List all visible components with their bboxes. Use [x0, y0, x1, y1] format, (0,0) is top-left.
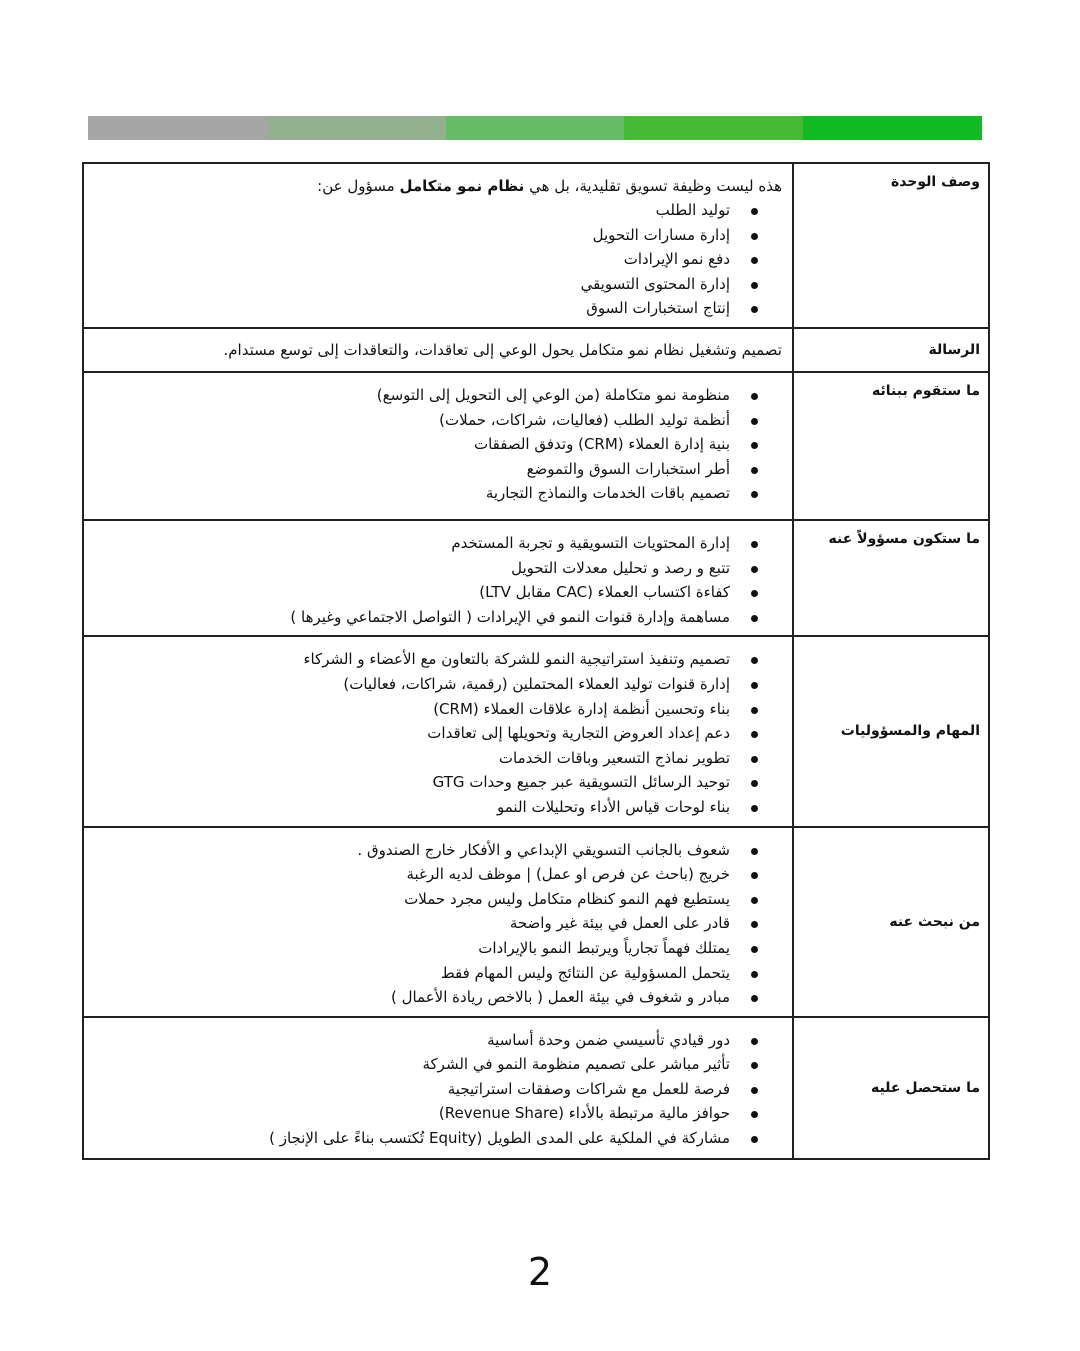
page-number: 2: [527, 1250, 553, 1294]
row-responsible: [83, 520, 989, 636]
content-cell-unit-description: [83, 163, 793, 328]
row-message: [83, 328, 989, 372]
content-cell-responsible: [83, 520, 793, 636]
label-message: الرسالة: [928, 342, 980, 358]
list-item: قادر على العمل في بيئة غير واضحة: [92, 911, 730, 936]
list-item: بناء وتحسين أنظمة إدارة علاقات العملاء (CRM): [92, 697, 730, 722]
label-benefits: ما ستحصل عليه: [870, 1079, 980, 1096]
list-item: توحيد الرسائل التسويقية عبر جميع وحدات GTG: [92, 770, 730, 795]
list-item: دور قيادي تأسيسي ضمن وحدة أساسية: [92, 1028, 730, 1053]
list-item: تصميم وتنفيذ استراتيجية النمو للشركة بالتعاون مع الأعضاء و الشركاء: [92, 647, 730, 672]
list-item: إدارة المحتوى التسويقي: [92, 272, 730, 297]
color-bar-segment-2: [267, 116, 446, 140]
header-color-bar: [88, 116, 982, 140]
list-item: بنية إدارة العملاء (CRM) وتدفق الصفقات: [92, 432, 730, 457]
build-list: [92, 379, 782, 506]
label-cell-unit-description: [793, 163, 989, 328]
row-seeking: [83, 827, 989, 1017]
row-build: [83, 372, 989, 520]
job-description-table: [82, 162, 990, 1160]
label-cell-seeking: [793, 827, 989, 1017]
list-item: تطوير نماذج التسعير وباقات الخدمات: [92, 746, 730, 771]
list-item: إدارة المحتويات التسويقية و تجربة المستخدم: [92, 531, 730, 556]
list-item: مبادر و شغوف في بيئة العمل ( بالاخص ريادة الأعمال ): [92, 985, 730, 1010]
list-item: يتحمل المسؤولية عن النتائج وليس المهام فقط: [92, 961, 730, 986]
list-item: تتبع و رصد و تحليل معدلات التحويل: [92, 556, 730, 581]
seeking-list: [92, 834, 782, 1010]
list-item: منظومة نمو متكاملة (من الوعي إلى التحويل إلى التوسع): [92, 383, 730, 408]
list-item: دفع نمو الإيرادات: [92, 247, 730, 272]
list-item: إدارة مسارات التحويل: [92, 223, 730, 248]
label-unit-description: وصف الوحدة: [890, 174, 980, 190]
list-item: إدارة قنوات توليد العملاء المحتملين (رقمية، شراكات، فعاليات): [92, 672, 730, 697]
responsible-list: [92, 527, 782, 629]
label-cell-benefits: [793, 1017, 989, 1159]
color-bar-segment-5: [803, 116, 982, 140]
list-item: تأثير مباشر على تصميم منظومة النمو في الشركة: [92, 1052, 730, 1077]
color-bar-segment-4: [624, 116, 803, 140]
content-cell-seeking: [83, 827, 793, 1017]
label-cell-message: [793, 328, 989, 372]
color-bar-segment-3: [446, 116, 625, 140]
label-cell-tasks: [793, 636, 989, 826]
list-item: توليد الطلب: [92, 198, 730, 223]
list-item: مساهمة وإدارة قنوات النمو في الإيرادات ( التواصل الاجتماعي وغيرها ): [92, 605, 730, 630]
intro-text-before: هذه ليست وظيفة تسويق تقليدية، بل هي: [524, 177, 782, 195]
list-item: كفاءة اكتساب العملاء (CAC مقابل LTV): [92, 580, 730, 605]
intro-text-after: مسؤول عن:: [317, 177, 400, 195]
list-item: بناء لوحات قياس الأداء وتحليلات النمو: [92, 795, 730, 820]
color-bar-segment-1: [88, 116, 267, 140]
message-text: تصميم وتشغيل نظام نمو متكامل يحول الوعي إلى تعاقدات، والتعاقدات إلى توسع مستدام.: [223, 341, 782, 359]
list-item: دعم إعداد العروض التجارية وتحويلها إلى تعاقدات: [92, 721, 730, 746]
unit-description-intro: [92, 170, 782, 198]
content-cell-tasks: [83, 636, 793, 826]
label-seeking: من نبحث عنه: [889, 913, 980, 930]
label-tasks: المهام والمسؤوليات: [840, 723, 980, 740]
label-cell-responsible: [793, 520, 989, 636]
list-item: أطر استخبارات السوق والتموضع: [92, 457, 730, 482]
benefits-list: [92, 1024, 782, 1151]
list-item: أنظمة توليد الطلب (فعاليات، شراكات، حملات): [92, 408, 730, 433]
unit-description-list: [92, 198, 782, 321]
content-cell-build: [83, 372, 793, 520]
row-benefits: [83, 1017, 989, 1159]
row-unit-description: [83, 163, 989, 328]
list-item: يمتلك فهماً تجارياً ويرتبط النمو بالإيرادات: [92, 936, 730, 961]
content-cell-message: [83, 328, 793, 372]
label-build: ما ستقوم ببنائه: [872, 383, 980, 399]
list-item: خريج (باحث عن فرص او عمل) | موظف لديه الرغبة: [92, 862, 730, 887]
label-cell-build: [793, 372, 989, 520]
content-cell-benefits: [83, 1017, 793, 1159]
list-item: يستطيع فهم النمو كنظام متكامل وليس مجرد حملات: [92, 887, 730, 912]
list-item: شعوف بالجانب التسويقي الإبداعي و الأفكار خارج الصندوق .: [92, 838, 730, 863]
list-item: فرصة للعمل مع شراكات وصفقات استراتيجية: [92, 1077, 730, 1102]
intro-text-bold: نظام نمو متكامل: [399, 177, 525, 195]
list-item: حوافز مالية مرتبطة بالأداء (Revenue Share): [92, 1101, 730, 1126]
row-tasks: [83, 636, 989, 826]
tasks-list: [92, 643, 782, 819]
list-item: مشاركة في الملكية على المدى الطويل (Equity تُكتسب بناءً على الإنجاز ): [92, 1126, 730, 1151]
list-item: إنتاج استخبارات السوق: [92, 296, 730, 321]
label-responsible: ما ستكون مسؤولاً عنه: [828, 531, 980, 547]
list-item: تصميم باقات الخدمات والنماذج التجارية: [92, 481, 730, 506]
